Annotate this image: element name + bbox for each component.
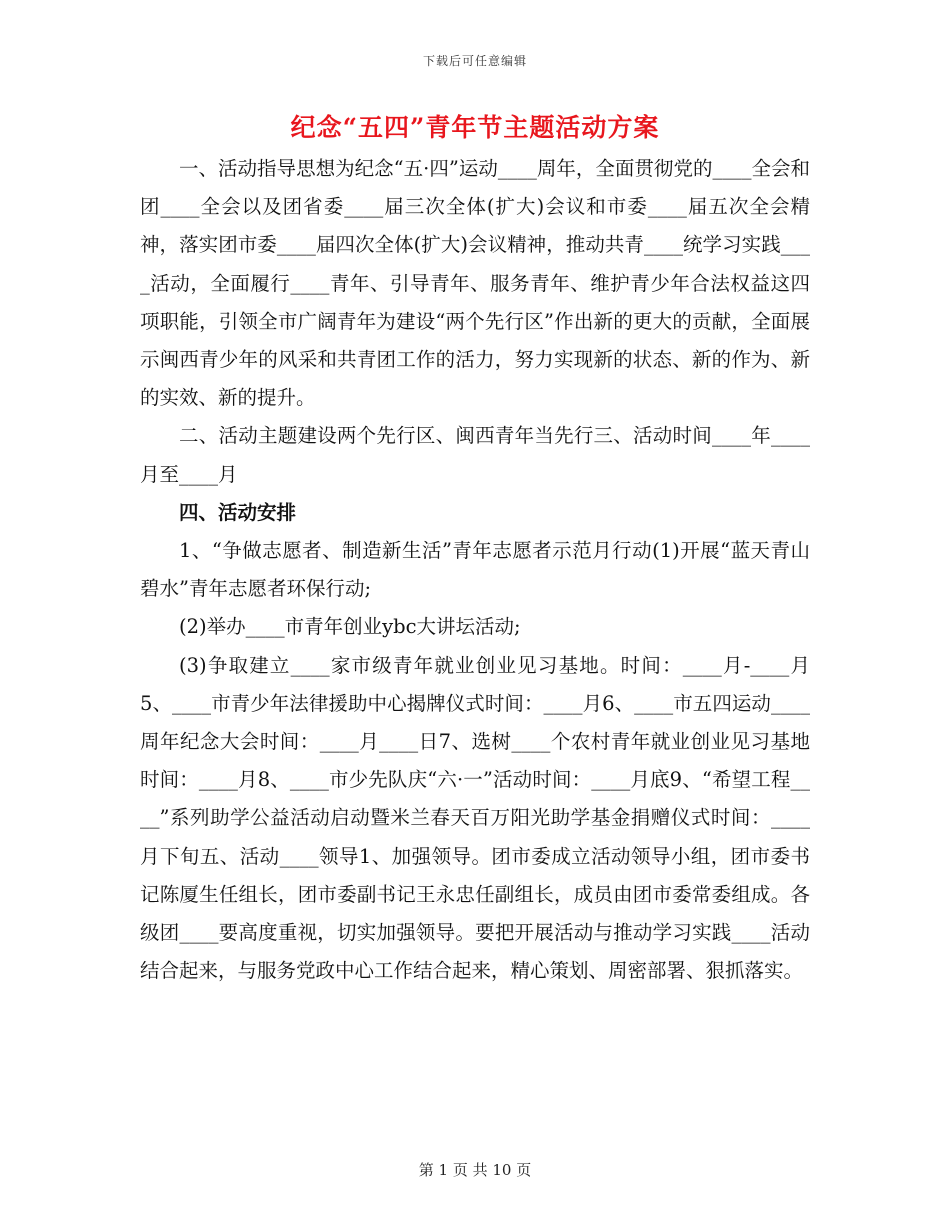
section-heading-arrangements: 四、活动安排 xyxy=(179,500,297,524)
paragraph-theme-and-time: 二、活动主题建设两个先行区、闽西青年当先行三、活动时间____年____月至____月 xyxy=(140,424,810,486)
document-body xyxy=(140,150,810,990)
page-number: 第 1 页 共 10 页 xyxy=(418,1161,532,1179)
document-title: 纪念“五四”青年节主题活动方案 xyxy=(290,113,660,142)
paragraph-ybc-forum: (2)举办____市青年创业ybc大讲坛活动; xyxy=(179,615,521,639)
header-note: 下载后可任意编辑 xyxy=(422,54,527,68)
paragraph-volunteer-action: 1、“争做志愿者、制造新生活”青年志愿者示范月行动(1)开展“蓝天青山碧水”青年志愿者环保行动; xyxy=(140,539,810,601)
paragraph-guiding-ideology: 一、活动指导思想为纪念“五·四”运动____周年，全面贯彻党的____全会和团____全会以及团省委____届三次全体(扩大)会议和市委____届五次全会精神，落实团市委____届四次全体(扩大)会议精神，推动共青____统学习实践____活动，全面履行____青年、引导青年、服务青年、维护青少年合法权益这四项职能，引领全市广阔青年为建设“两个先行区”作出新的更大的贡献，全面展示闽西青少年的风采和共青团工作的活力，努力实现新的状态、新的作为、新的实效、新的提升。 xyxy=(140,157,810,410)
paragraph-schedule-and-leadership: (3)争取建立____家市级青年就业创业见习基地。时间：____月-____月5、____市青少年法律援助中心揭牌仪式时间：____月6、____市五四运动____周年纪念大会时间：____月____日7、选树____个农村青年就业创业见习基地时间：____月8、____市少先队庆“六·一”活动时间：____月底9、“希望工程____”系列助学公益活动启动暨米兰春天百万阳光助学基金捐赠仪式时间：____月下旬五、活动____领导1、加强领导。团市委成立活动领导小组，团市委书记陈厦生任组长，团市委副书记王永忠任副组长，成员由团市委常委组成。各级团____要高度重视，切实加强领导。要把开展活动与推动学习实践____活动结合起来，与服务党政中心工作结合起来，精心策划、周密部署、狠抓落实。 xyxy=(140,653,810,983)
